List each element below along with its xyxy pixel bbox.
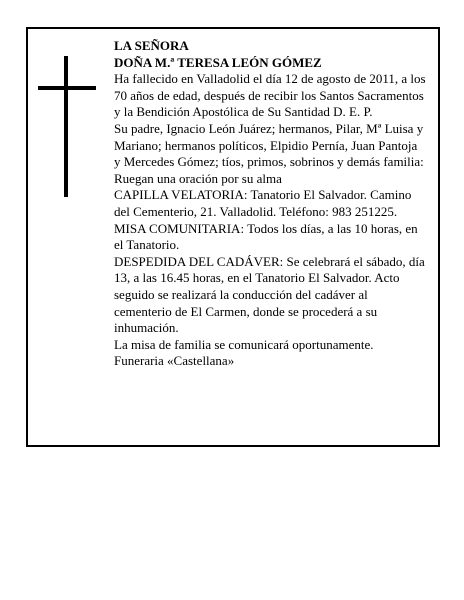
- family-mass-info: La misa de familia se comunicará oportunamente.: [114, 336, 374, 352]
- death-announcement: Ha fallecido en Valladolid el día 12 de agosto de 2011, a los 70 años de edad, después de recibir los Santos Sacramentos y la Bendición Apostólica de Su Santidad D. E. P.: [114, 71, 426, 120]
- deceased-name: DOÑA M.ª TERESA LEÓN GÓMEZ: [114, 54, 322, 70]
- obituary-heading: LA SEÑORA: [114, 38, 189, 53]
- cross-horizontal-bar: [38, 86, 96, 90]
- community-mass-info: MISA COMUNITARIA: Todos los días, a las 10 horas, en el Tanatorio.: [114, 220, 418, 253]
- funeral-home: Funeraria «Castellana»: [114, 353, 235, 369]
- cross-vertical-bar: [64, 56, 68, 197]
- prayer-request: Ruegan una oración por su alma: [114, 170, 282, 186]
- wake-chapel-info: CAPILLA VELATORIA: Tanatorio El Salvador. Camino del Cementerio, 21. Valladolid. Teléfono: 983 251225.: [114, 187, 412, 219]
- family-list: Su padre, Ignacio León Juárez; hermanos, Pilar, Mª Luisa y Mariano; hermanos políticos, Elpidio Pernía, Juan Pantoja y Mercedes Gómez; tíos, primos, sobrinos y demás familia:: [114, 120, 424, 170]
- obituary-text: [114, 38, 426, 370]
- farewell-info: DESPEDIDA DEL CADÁVER: Se celebrará el sábado, día 13, a las 16.45 horas, en el Tanatorio El Salvador. Acto seguido se realizará la conducción del cadáver al cementerio de El Carmen, donde se procederá a su inhumación.: [114, 253, 425, 336]
